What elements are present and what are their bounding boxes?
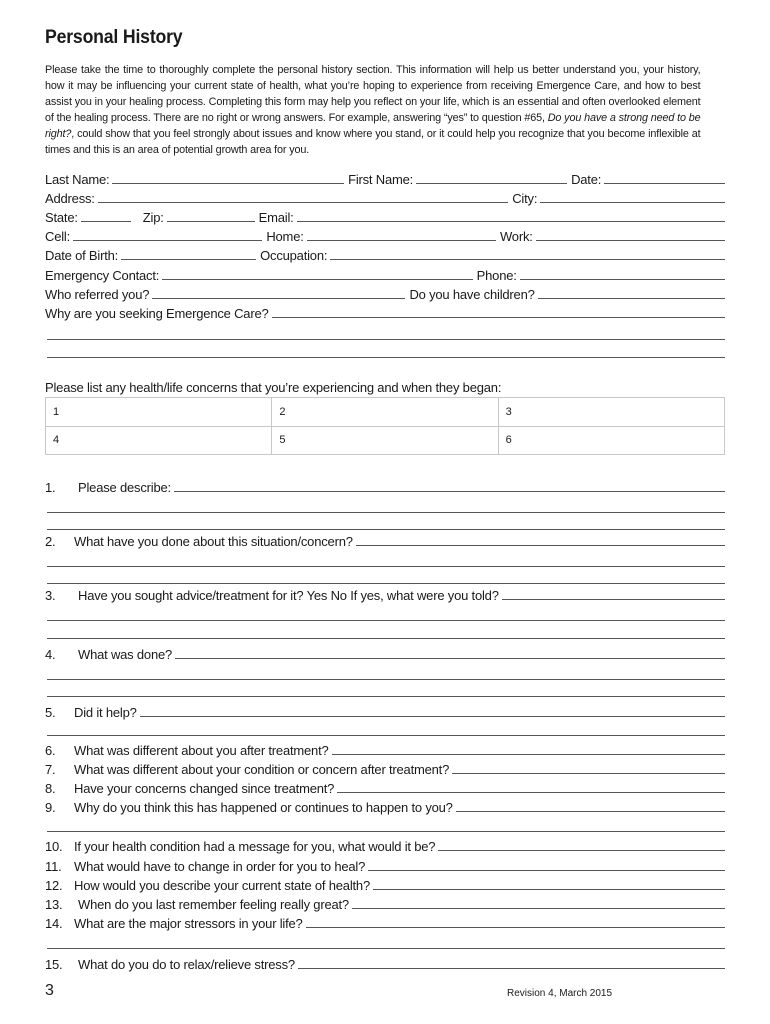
referred-field[interactable] [152,297,405,299]
answer-field[interactable] [502,598,725,600]
question-11 [45,855,725,874]
state-label: State: [45,210,78,225]
question-text: Have you sought advice/treatment for it? Yes No If yes, what were you told? [78,588,499,603]
question-text: How would you describe your current state of health? [74,878,370,893]
question-text: Why do you think this has happened or continues to happen to you? [74,800,453,815]
address-label: Address: [45,191,95,206]
dob-label: Date of Birth: [45,248,119,263]
answer-field[interactable] [356,544,725,546]
seeking-label: Why are you seeking Emergence Care? [45,306,269,321]
cell-field[interactable] [73,239,262,241]
zip-label: Zip: [142,210,164,225]
question-number: 1. [45,480,56,495]
answer-field[interactable] [456,810,725,812]
state-row [45,206,725,225]
page-title: Personal History [45,27,183,48]
question-8 [45,777,725,796]
question-number: 3. [45,588,56,603]
answer-field[interactable] [337,791,725,793]
answer-field[interactable] [352,907,725,909]
date-field[interactable] [604,182,725,184]
occupation-label: Occupation: [260,248,328,263]
question-number: 14. [45,916,63,931]
cell-label: Cell: [45,229,71,244]
question-number: 11. [45,859,62,874]
question-number: 13. [45,897,63,912]
emergency-contact-label: Emergency Contact: [45,268,160,283]
question-text: What do you do to relax/relieve stress? [78,957,295,972]
question-text: What would have to change in order for you to heal? [74,859,366,874]
question-text: Please describe: [78,480,171,495]
question-text: If your health condition had a message for you, what would it be? [74,839,436,854]
referral-row [45,283,725,302]
question-3 [45,584,725,603]
city-label: City: [512,191,538,206]
answer-line[interactable] [47,566,725,567]
intro-text-2: , could show that you feel strongly about issues and know where you stand, or it could help you recognize that you become inflexible at times and this is an area of potential growth area for you. [45,128,701,156]
question-4 [45,643,725,662]
question-number: 15. [45,957,63,972]
intro-text-1: Please take the time to thoroughly complete the personal history section. This information will help us better understand you, your history, how it may be influencing your current state of health, what you’re hoping to experience from receiving Emergence Care, and how to best assist you in your healing process. Completing this form may help you reflect on your life, which is an essential and often overlooked element of the healing process. There are no right or wrong answers. For example, answering “yes” to question #65, [45,64,701,124]
question-7 [45,758,725,777]
answer-field[interactable] [373,888,725,890]
occupation-field[interactable] [330,258,725,260]
seeking-field[interactable] [272,316,725,318]
last-name-field[interactable] [112,182,344,184]
question-number: 10. [45,839,63,854]
answer-line[interactable] [47,679,725,680]
emergency-contact-field[interactable] [162,278,472,280]
intro-paragraph [45,62,701,158]
concern-cell[interactable]: 4 [46,426,272,455]
question-10 [45,835,725,854]
answer-field[interactable] [140,715,725,717]
concern-cell[interactable]: 3 [498,398,724,427]
question-2 [45,530,725,549]
answer-line[interactable] [47,620,725,621]
question-text: What was different about your condition or concern after treatment? [74,762,450,777]
question-12 [45,874,725,893]
work-field[interactable] [536,239,725,241]
question-text: When do you last remember feeling really great? [78,897,349,912]
date-label: Date: [571,172,602,187]
question-number: 2. [45,534,56,549]
last-name-label: Last Name: [45,172,110,187]
answer-line[interactable] [47,735,725,736]
answer-line[interactable] [47,948,725,949]
question-number: 6. [45,743,56,758]
email-field[interactable] [297,220,725,222]
question-13 [45,893,725,912]
question-14 [45,912,725,931]
address-row [45,187,725,206]
concern-cell[interactable]: 2 [272,398,498,427]
question-1 [45,476,725,495]
seeking-line[interactable] [47,357,725,358]
referred-label: Who referred you? [45,287,150,302]
question-text: What was done? [78,647,173,662]
city-field[interactable] [540,201,725,203]
children-field[interactable] [538,297,725,299]
answer-field[interactable] [368,869,725,871]
answer-field[interactable] [332,753,725,755]
first-name-field[interactable] [416,182,567,184]
state-field[interactable] [81,220,131,222]
question-9 [45,796,725,815]
phone-field[interactable] [520,278,725,280]
emergency-row [45,264,725,283]
question-text: Have your concerns changed since treatment? [74,781,335,796]
question-text: What was different about you after treatment? [74,743,329,758]
concern-cell[interactable]: 5 [272,426,498,455]
question-6 [45,739,725,758]
seeking-line[interactable] [47,339,725,340]
question-number: 7. [45,762,56,777]
question-number: 4. [45,647,56,662]
answer-field[interactable] [306,926,725,928]
home-field[interactable] [307,239,496,241]
concern-cell[interactable]: 1 [46,398,272,427]
concerns-table [45,397,725,455]
question-number: 12. [45,878,63,893]
seeking-row [45,302,725,321]
phone-row [45,225,725,244]
question-text: What are the major stressors in your life? [74,916,303,931]
home-label: Home: [266,229,304,244]
answer-field[interactable] [175,657,725,659]
answer-field[interactable] [174,490,725,492]
dob-field[interactable] [121,258,256,260]
work-label: Work: [499,229,533,244]
first-name-label: First Name: [348,172,414,187]
question-5 [45,701,725,720]
question-text: Did it help? [74,705,137,720]
concerns-prompt: Please list any health/life concerns that you’re experiencing and when they began: [45,380,502,395]
question-number: 9. [45,800,56,815]
answer-field[interactable] [298,967,725,969]
page-number: 3 [45,982,54,999]
question-text: What have you done about this situation/concern? [74,534,353,549]
answer-field[interactable] [452,772,725,774]
zip-field[interactable] [167,220,255,222]
phone-label: Phone: [476,268,517,283]
answer-line[interactable] [47,831,725,832]
address-field[interactable] [98,201,509,203]
answer-line[interactable] [47,512,725,513]
answer-field[interactable] [438,849,725,851]
dob-row [45,244,725,263]
concern-cell[interactable]: 6 [498,426,724,455]
children-label: Do you have children? [409,287,535,302]
question-number: 5. [45,705,56,720]
revision-note: Revision 4, March 2015 [507,988,613,999]
email-label: Email: [258,210,294,225]
answer-line[interactable] [47,696,725,697]
question-15 [45,953,725,972]
intro-emphasis: Do you have a strong need to be right? [45,112,701,140]
name-row [45,168,725,187]
answer-line[interactable] [47,638,725,639]
question-number: 8. [45,781,56,796]
